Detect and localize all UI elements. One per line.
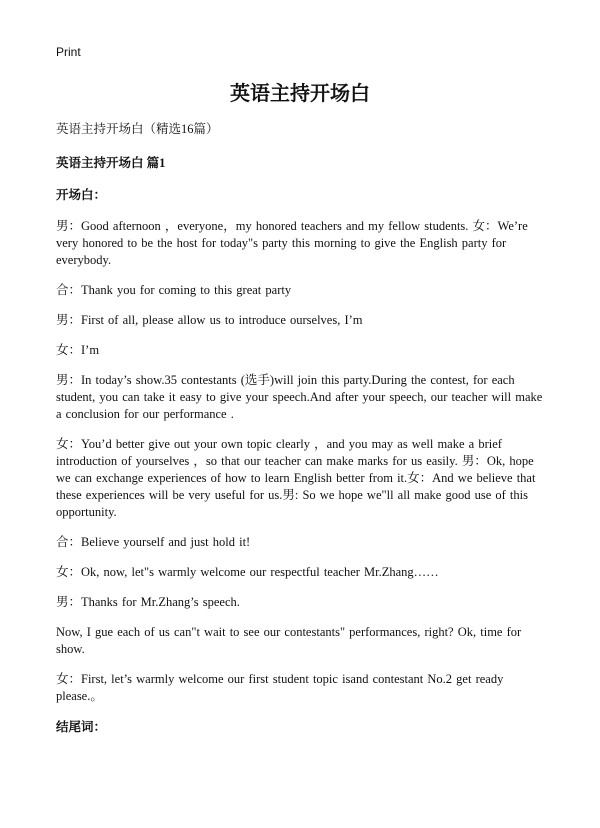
dialogue-paragraph: 女：Ok, now, let"s warmly welcome our respectful teacher Mr.Zhang……	[56, 565, 439, 579]
dialogue-paragraph: 女：First, let’s warmly welcome our first student topic isand contestant No.2 get ready please.。	[56, 672, 504, 703]
closing-heading: 结尾词：	[56, 720, 107, 734]
part-title: 英语主持开场白 篇1	[56, 156, 166, 170]
dialogue-paragraph: 合：Thank you for coming to this great party	[56, 283, 292, 297]
opening-heading: 开场白：	[56, 188, 107, 202]
dialogue-paragraph: Now, I gue each of us can"t wait to see our contestants" performances, right? Ok, time for show.	[56, 625, 522, 656]
dialogue-paragraph: 男：Thanks for Mr.Zhang’s speech.	[56, 595, 240, 609]
print-label[interactable]: Print	[56, 45, 81, 59]
dialogue-paragraph: 合：Believe yourself and just hold it!	[56, 535, 251, 549]
dialogue-paragraph: 男：In today’s show.35 contestants (选手)will join this party.During the contest, for each student, you can take it easy to give your speech.And after your speech, our teacher will make a conclusion for our performance .	[56, 373, 543, 421]
dialogue-paragraph: 女：You’d better give out your own topic clearly ，and you may as well make a brief introduction of yourselves ，so that our teacher can make marks for us easily. 男：Ok, hope we can exchange experiences of how to learn English better from it.女：And we believe that these experiences will be very useful for us.男: So we hope we"ll all make good use of this opportunity.	[56, 437, 536, 519]
dialogue-paragraph: 男：Good afternoon ，everyone，my honored teachers and my fellow students. 女：We’re very honored to be the host for today"s party this morning to give the English party for everybody.	[56, 219, 528, 267]
dialogue-paragraph: 女：I’m	[56, 343, 100, 357]
dialogue-paragraph: 男：First of all, please allow us to introduce ourselves, I’m	[56, 313, 363, 327]
document-subtitle: 英语主持开场白（精选16篇）	[56, 122, 219, 136]
document-title: 英语主持开场白	[230, 81, 370, 105]
